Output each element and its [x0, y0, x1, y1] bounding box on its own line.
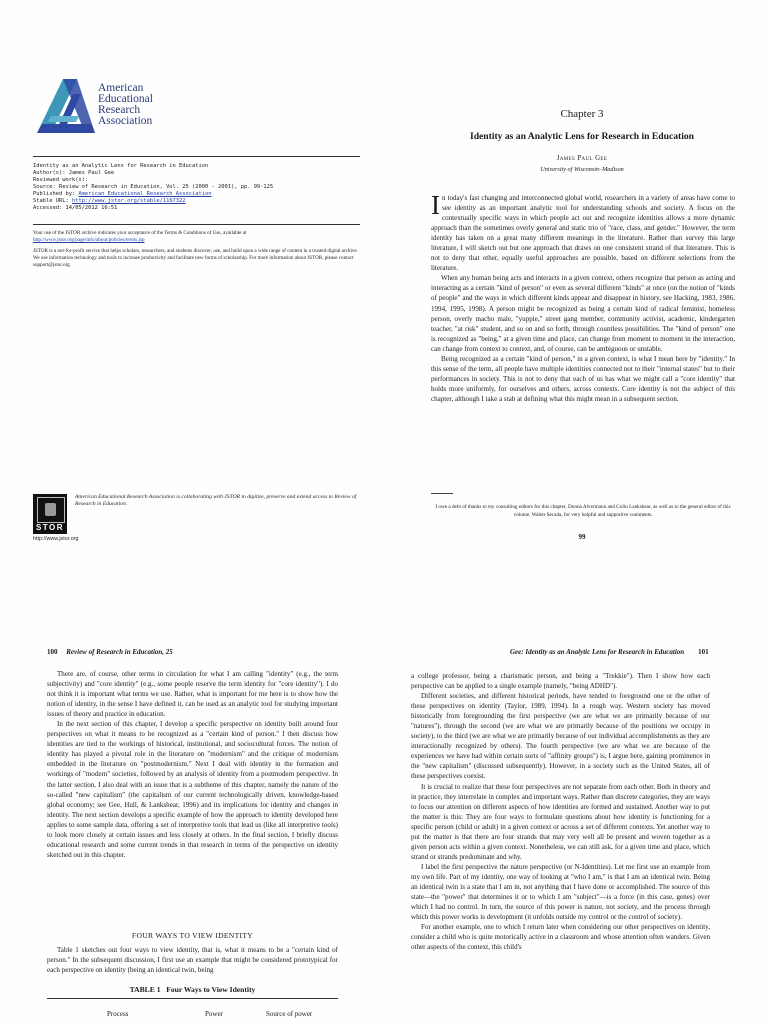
chapter-body [431, 190, 735, 404]
terms-text [33, 230, 360, 244]
page-number: 100 [47, 648, 58, 656]
table-title: TABLE 1 Four Ways to View Identity [129, 985, 256, 994]
paragraph: In the next section of this chapter, I develop a specific perspective on identity built around four perspectives on what it means to be recognized as a "certain kind of person." I then discuss how identities are tied to the workings of historical, institutional, and sociocultural forces. The notion of identity has played a pivotal role in the literature on "modernism" and the critique of modernism embedded in the literature on "postmodernism." Next I deal with identity in the formation and workings of "modern" societies, followed by an analysis of identity from a postmodern perspective. In the latter section, I also deal with an issue that is a subtheme of this chapter, namely the nature of the so-called "new capitalism" (the capitalism of our current technologically driven, knowledge-based global economy; see Gee, Hull, & Lankshear, 1996) and its implications for identity and changes in identity. The next section develops a specific example of how the approach to identity developed here applies to some sample data, offering a set of interpretive tools that lead us (like all interpretive tools) to look more closely at certain issues and less closely at others. In the final section, I briefly discuss educational research and some current trends in that research in terms of the perspective on identity sketched out in this chapter. [47, 720, 338, 859]
article-author: Author(s): James Paul Gee [33, 170, 115, 176]
page-body [411, 671, 710, 952]
collaboration-notice: American Educational Research Association is collaborating with JSTOR to digitize, preserve and extend access to Review of Research in Education. [75, 494, 357, 507]
stable-url-label: Stable URL: [33, 198, 72, 204]
terms-notice [33, 230, 360, 273]
section-heading: FOUR WAYS TO VIEW IDENTITY [131, 931, 254, 940]
jstor-description: JSTOR is a not-for-profit service that helps scholars, researchers, and students discover, use, and build upon a wide range of content in a trusted digital archive. We use information technology and tools to increase productivity and facilitate new forms of scholarship. For more information about JSTOR, please contact support@jstor.org. [33, 248, 358, 268]
running-head-text: Review of Research in Education, 25 [66, 648, 173, 656]
jstor-url[interactable]: http://www.jstor.org [33, 536, 79, 542]
paragraph-text: n today's fast changing and interconnected global world, researchers in a variety of areas have come to see identity as an important analytic tool for understanding schools and society. A focus on the contextually specific ways in which people act out and recognize identities allows a more dynamic approach than the sometimes overly general and static trio of "race, class, and gender." However, the term identity has taken on a great many different meanings in the literature. Rather than survey this large literature, I will sketch out but one approach that draws on one consistent strand of that literature. This is not to deny that other, equally useful approaches are possible, based on different selections from the literature. [431, 194, 735, 273]
stable-url [33, 198, 363, 205]
jstor-cover-page [0, 0, 384, 600]
table-header-power: Power [205, 1010, 223, 1018]
paragraph: I label the first perspective the nature perspective (or N-Identities). Let me first use an example from my own life. Part of my identity, one way of looking at "who I am," is that I am an identical twin. Being an identical twin is a state that I am in, not anything that I have done or accomplished. The source of this state—the "power" that determines it or to which I am "subject"—is a force (in this case, genes) over which I had no control. In turn, the source of this power is nature, not society, and the process through which this power works is development (it unfolds outside my control or the control of society). [411, 862, 710, 922]
table-rule [47, 998, 338, 999]
table-header-process: Process [107, 1010, 129, 1018]
page-body-continued [47, 945, 338, 975]
running-header [47, 648, 173, 656]
paragraph: There are, of course, other terms in circulation for what I am calling "identity" (e.g., the term subjectivity) and "core identity" (e.g., some people reserve the term identity for "core identity"). I do not think it is important what terms we use. Rather, what is important for me here is to show how the notion of identity, in the sense I have defined it, can be used as an analytic tool for studying important issues of theory and practice in education. [47, 670, 338, 719]
aera-triangle-icon [33, 76, 99, 138]
jstor-seal-icon [37, 497, 65, 523]
accessed-date: Accessed: 14/05/2012 16:51 [33, 205, 118, 211]
page-100 [0, 600, 384, 1024]
aera-name-line: Educational [98, 93, 153, 105]
article-title: Identity as an Analytic Lens for Research in Education [33, 163, 209, 169]
footnote: I owe a debt of thanks to my consulting editors for this chapter, Donna Alvermann and Colin Lankshear, as well as to the general editor of this volume, Walter Secada, for very helpful and supportive comments. [435, 504, 731, 518]
paragraph: For another example, one to which I return later when considering our other perspectives on identity, consider a child who is quite motorically active in a classroom and whose attention often wanders. Given other aspects of the context, this child's [411, 923, 710, 952]
paragraph: When any human being acts and interacts in a given context, others recognize that person as acting and interacting as a certain "kind of person" or even as several different "kinds" at once (on the notion of "kinds of people" and the ways in which different kinds appear and disappear in history, see Hacking, 1983, 1986, 1994, 1995, 1998). A person might be recognized as being a certain kind of radical feminist, homeless person, overly macho male, "yuppie," street gang member, community activist, academic, kindergarten teacher, "at risk" student, and so on and so forth, through countless possibilities. The "kind of person" one is recognized as "being," at a given time and place, can change from moment to moment in the interaction, can change from context to context, and, of course, can be ambiguous or unstable. [431, 274, 735, 353]
aera-wordmark [98, 83, 153, 127]
author-name: James Paul Gee [556, 155, 608, 162]
paragraph [431, 190, 735, 273]
paragraph: a college professor, being a charismatic person, and being a "Trekkie"). Then I show how each perspective can be applied to a single example (namely, "being ADHD"). [411, 672, 710, 691]
chapter-title: Identity as an Analytic Lens for Research in Education [469, 131, 695, 142]
aera-name-line: American [98, 82, 144, 94]
aera-name-line: Association [98, 115, 153, 127]
author-affiliation: University of Wisconsin–Madison [540, 166, 624, 173]
aera-logo [33, 76, 183, 140]
page-body [47, 669, 338, 860]
aera-name-line: Research [98, 104, 141, 116]
terms-sentence: Your use of the JSTOR archive indicates your acceptance of the Terms & Conditions of Use, available at [33, 230, 247, 236]
page-number: 99 [578, 533, 586, 541]
chapter-number: Chapter 3 [560, 108, 604, 120]
article-source: Source: Review of Research in Education, Vol. 25 (2000 - 2001), pp. 99-125 [33, 184, 274, 190]
terms-link[interactable]: http://www.jstor.org/page/info/about/policies/terms.jsp [33, 237, 145, 243]
page-number: 101 [698, 648, 709, 656]
reviewed-works: Reviewed work(s): [33, 177, 89, 183]
jstor-wordmark: STOR [35, 523, 65, 532]
chapter-opening-page [384, 0, 768, 600]
divider [33, 156, 360, 157]
running-header [510, 648, 709, 656]
drop-cap: I [431, 190, 440, 220]
paragraph: Different societies, and different historical periods, have tended to foreground one or the other of these perspectives on identity (Taylor, 1989, 1994). In a rough way, Western society has moved historically from foregrounding the first perspective (we are what we are primarily because of our "natures"), through the second (we are what we are primarily because of the positions we occupy in society), to the third (we are what we are primarily because of our individual accomplishments as they are interactionally recognized by others). The fourth perspective (we are what we are because of the experiences we have had within certain sorts of "affinity groups") is, I argue here, gaining prominence in the "new capitalism" (discussed subsequently). However, in a society such as the United States, all of these perspectives coexist. [411, 692, 710, 781]
published-by [33, 191, 363, 198]
paragraph: It is crucial to realize that these four perspectives are not separate from each other. Both in theory and in practice, they interrelate in complex and important ways. Rather than discrete categories, they are ways to focus our attention on different aspects of how identities are formed and sustained. Another way to put the matter is this: They are four ways to formulate questions about how identity is functioning for a specific person (child or adult) in a given context or across a set of different contexts. Yet another way to put the matter is that there are four strands that may very well all be present and woven together as a given person acts within a given context. Nonetheless, we can still ask, for a given time and place, which strand or strands predominate and why. [411, 782, 710, 861]
paragraph: Table 1 sketches out four ways to view identity, that is, what it means to be a "certain kind of person." In the subsequent discussion, I first use an example that might be considered prototypical for each perspective on identity (being an identical twin, being [47, 946, 338, 975]
table-header-source: Source of power [266, 1010, 313, 1018]
divider [33, 224, 360, 225]
page-101 [384, 600, 768, 1024]
published-label: Published by: [33, 191, 79, 197]
publisher-link[interactable]: American Educational Research Association [78, 191, 212, 197]
citation-metadata [33, 163, 363, 212]
jstor-logo[interactable] [33, 494, 67, 534]
footnote-rule [431, 493, 453, 494]
paragraph: Being recognized as a certain "kind of person," in a given context, is what I mean here by "identity." In this sense of the term, all people have multiple identities connected not to their "internal states" but to their performances in society. This is not to deny that each of us has what we might call a "core identity" that holds more uniformly, for ourselves and others, across contexts. Core identity is not the subject of this chapter, although I take a stab at defining what this might mean in a subsequent section. [431, 354, 735, 403]
running-head-text: Gee: Identity as an Analytic Lens for Research in Education [510, 648, 685, 656]
stable-url-link[interactable]: http://www.jstor.org/stable/1167322 [71, 198, 186, 204]
